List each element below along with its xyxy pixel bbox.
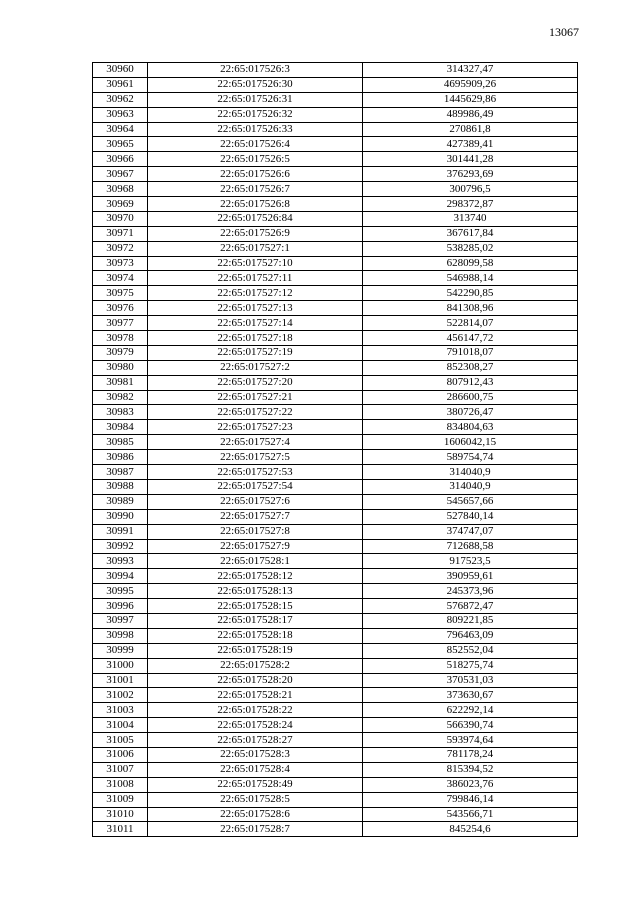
table-row [93, 584, 578, 599]
table-row [93, 465, 578, 480]
cadastral-number-cell: 22:65:017526:33 [148, 122, 363, 137]
cadastral-value-cell: 791018,07 [363, 345, 578, 360]
table-row [93, 107, 578, 122]
cadastral-value-cell: 300796,5 [363, 182, 578, 197]
row-number-cell: 30960 [93, 63, 148, 78]
cadastral-value-cell: 245373,96 [363, 584, 578, 599]
cadastral-number-cell: 22:65:017528:3 [148, 747, 363, 762]
table-row [93, 479, 578, 494]
cadastral-value-cell: 796463,09 [363, 628, 578, 643]
cadastral-number-cell: 22:65:017527:53 [148, 465, 363, 480]
cadastral-value-cell: 314040,9 [363, 465, 578, 480]
cadastral-number-cell: 22:65:017527:10 [148, 256, 363, 271]
row-number-cell: 30974 [93, 271, 148, 286]
cadastral-value-cell: 314040,9 [363, 479, 578, 494]
cadastral-number-cell: 22:65:017527:22 [148, 405, 363, 420]
table-row [93, 92, 578, 107]
cadastral-value-cell: 376293,69 [363, 167, 578, 182]
cadastral-number-cell: 22:65:017526:32 [148, 107, 363, 122]
cadastral-value-cell: 314327,47 [363, 63, 578, 78]
cadastral-value-cell: 390959,61 [363, 569, 578, 584]
table-row [93, 822, 578, 837]
row-number-cell: 30967 [93, 167, 148, 182]
cadastral-number-cell: 22:65:017527:14 [148, 316, 363, 331]
cadastral-value-cell: 593974,64 [363, 733, 578, 748]
table-row [93, 628, 578, 643]
row-number-cell: 30975 [93, 286, 148, 301]
cadastral-number-cell: 22:65:017527:9 [148, 539, 363, 554]
cadastral-number-cell: 22:65:017527:18 [148, 331, 363, 346]
table-row [93, 345, 578, 360]
cadastral-value-cell: 852552,04 [363, 643, 578, 658]
cadastral-number-cell: 22:65:017527:5 [148, 450, 363, 465]
row-number-cell: 30973 [93, 256, 148, 271]
cadastral-value-cell: 298372,87 [363, 197, 578, 212]
row-number-cell: 30965 [93, 137, 148, 152]
table-row [93, 390, 578, 405]
cadastral-value-cell: 522814,07 [363, 316, 578, 331]
cadastral-number-cell: 22:65:017528:22 [148, 703, 363, 718]
row-number-cell: 31007 [93, 762, 148, 777]
cadastral-number-cell: 22:65:017527:2 [148, 360, 363, 375]
row-number-cell: 30988 [93, 479, 148, 494]
cadastral-value-cell: 373630,67 [363, 688, 578, 703]
cadastral-value-cell: 367617,84 [363, 226, 578, 241]
cadastral-value-table [92, 62, 578, 837]
cadastral-value-cell: 518275,74 [363, 658, 578, 673]
cadastral-number-cell: 22:65:017527:23 [148, 420, 363, 435]
cadastral-value-cell: 845254,6 [363, 822, 578, 837]
cadastral-number-cell: 22:65:017528:18 [148, 628, 363, 643]
cadastral-number-cell: 22:65:017526:3 [148, 63, 363, 78]
table-row [93, 494, 578, 509]
table-row [93, 733, 578, 748]
table-row [93, 301, 578, 316]
table-row [93, 554, 578, 569]
table-row [93, 613, 578, 628]
row-number-cell: 30997 [93, 613, 148, 628]
cadastral-number-cell: 22:65:017527:21 [148, 390, 363, 405]
row-number-cell: 30963 [93, 107, 148, 122]
table-row [93, 762, 578, 777]
table-row [93, 152, 578, 167]
table-row [93, 539, 578, 554]
cadastral-number-cell: 22:65:017527:4 [148, 435, 363, 450]
cadastral-number-cell: 22:65:017528:4 [148, 762, 363, 777]
cadastral-number-cell: 22:65:017526:31 [148, 92, 363, 107]
cadastral-number-cell: 22:65:017527:13 [148, 301, 363, 316]
table-row [93, 658, 578, 673]
row-number-cell: 30982 [93, 390, 148, 405]
cadastral-number-cell: 22:65:017526:30 [148, 77, 363, 92]
row-number-cell: 31008 [93, 777, 148, 792]
cadastral-number-cell: 22:65:017526:84 [148, 211, 363, 226]
row-number-cell: 30995 [93, 584, 148, 599]
row-number-cell: 31001 [93, 673, 148, 688]
row-number-cell: 31002 [93, 688, 148, 703]
row-number-cell: 30962 [93, 92, 148, 107]
cadastral-value-cell: 427389,41 [363, 137, 578, 152]
cadastral-number-cell: 22:65:017527:20 [148, 375, 363, 390]
row-number-cell: 30976 [93, 301, 148, 316]
cadastral-number-cell: 22:65:017527:54 [148, 479, 363, 494]
row-number-cell: 30969 [93, 197, 148, 212]
cadastral-number-cell: 22:65:017528:7 [148, 822, 363, 837]
row-number-cell: 30966 [93, 152, 148, 167]
table-row [93, 375, 578, 390]
row-number-cell: 30993 [93, 554, 148, 569]
cadastral-value-cell: 576872,47 [363, 599, 578, 614]
cadastral-number-cell: 22:65:017526:8 [148, 197, 363, 212]
row-number-cell: 31005 [93, 733, 148, 748]
table-row [93, 241, 578, 256]
cadastral-value-cell: 4695909,26 [363, 77, 578, 92]
table-row [93, 599, 578, 614]
table-row [93, 509, 578, 524]
cadastral-value-cell: 566390,74 [363, 718, 578, 733]
table-row [93, 435, 578, 450]
cadastral-number-cell: 22:65:017527:19 [148, 345, 363, 360]
table-row [93, 524, 578, 539]
cadastral-value-cell: 374747,07 [363, 524, 578, 539]
row-number-cell: 30989 [93, 494, 148, 509]
cadastral-value-cell: 545657,66 [363, 494, 578, 509]
row-number-cell: 30983 [93, 405, 148, 420]
table-row [93, 643, 578, 658]
page-number: 13067 [549, 25, 579, 39]
table-row [93, 122, 578, 137]
row-number-cell: 30994 [93, 569, 148, 584]
cadastral-number-cell: 22:65:017528:6 [148, 807, 363, 822]
row-number-cell: 31011 [93, 822, 148, 837]
row-number-cell: 30979 [93, 345, 148, 360]
cadastral-number-cell: 22:65:017528:1 [148, 554, 363, 569]
row-number-cell: 30985 [93, 435, 148, 450]
cadastral-value-cell: 852308,27 [363, 360, 578, 375]
table-row [93, 197, 578, 212]
cadastral-value-cell: 313740 [363, 211, 578, 226]
cadastral-number-cell: 22:65:017526:6 [148, 167, 363, 182]
cadastral-number-cell: 22:65:017526:7 [148, 182, 363, 197]
row-number-cell: 30999 [93, 643, 148, 658]
cadastral-number-cell: 22:65:017527:11 [148, 271, 363, 286]
table-row [93, 703, 578, 718]
row-number-cell: 30987 [93, 465, 148, 480]
row-number-cell: 30990 [93, 509, 148, 524]
table-row [93, 167, 578, 182]
row-number-cell: 30998 [93, 628, 148, 643]
table-row [93, 718, 578, 733]
cadastral-value-cell: 370531,03 [363, 673, 578, 688]
table-row [93, 271, 578, 286]
cadastral-number-cell: 22:65:017527:8 [148, 524, 363, 539]
row-number-cell: 30970 [93, 211, 148, 226]
table-row [93, 316, 578, 331]
row-number-cell: 30984 [93, 420, 148, 435]
cadastral-value-cell: 538285,02 [363, 241, 578, 256]
table-row [93, 569, 578, 584]
row-number-cell: 30972 [93, 241, 148, 256]
cadastral-value-cell: 542290,85 [363, 286, 578, 301]
cadastral-value-cell: 546988,14 [363, 271, 578, 286]
cadastral-number-cell: 22:65:017527:1 [148, 241, 363, 256]
table-body [93, 63, 578, 837]
cadastral-number-cell: 22:65:017528:13 [148, 584, 363, 599]
row-number-cell: 31010 [93, 807, 148, 822]
row-number-cell: 30981 [93, 375, 148, 390]
cadastral-number-cell: 22:65:017528:20 [148, 673, 363, 688]
cadastral-value-cell: 489986,49 [363, 107, 578, 122]
cadastral-number-cell: 22:65:017526:9 [148, 226, 363, 241]
row-number-cell: 31000 [93, 658, 148, 673]
cadastral-number-cell: 22:65:017528:12 [148, 569, 363, 584]
row-number-cell: 31006 [93, 747, 148, 762]
cadastral-value-cell: 807912,43 [363, 375, 578, 390]
cadastral-number-cell: 22:65:017528:17 [148, 613, 363, 628]
table-row [93, 63, 578, 78]
cadastral-value-cell: 543566,71 [363, 807, 578, 822]
table-row [93, 77, 578, 92]
cadastral-value-cell: 1606042,15 [363, 435, 578, 450]
cadastral-value-cell: 380726,47 [363, 405, 578, 420]
table-row [93, 360, 578, 375]
cadastral-number-cell: 22:65:017528:19 [148, 643, 363, 658]
cadastral-number-cell: 22:65:017526:5 [148, 152, 363, 167]
row-number-cell: 30964 [93, 122, 148, 137]
row-number-cell: 30992 [93, 539, 148, 554]
table-row [93, 211, 578, 226]
row-number-cell: 30968 [93, 182, 148, 197]
cadastral-number-cell: 22:65:017527:6 [148, 494, 363, 509]
table-row [93, 777, 578, 792]
table-row [93, 673, 578, 688]
cadastral-value-cell: 1445629,86 [363, 92, 578, 107]
row-number-cell: 31003 [93, 703, 148, 718]
cadastral-number-cell: 22:65:017528:27 [148, 733, 363, 748]
row-number-cell: 30986 [93, 450, 148, 465]
cadastral-value-cell: 917523,5 [363, 554, 578, 569]
table-row [93, 256, 578, 271]
row-number-cell: 31009 [93, 792, 148, 807]
row-number-cell: 30961 [93, 77, 148, 92]
row-number-cell: 30971 [93, 226, 148, 241]
cadastral-value-cell: 781178,24 [363, 747, 578, 762]
cadastral-value-cell: 386023,76 [363, 777, 578, 792]
cadastral-value-cell: 834804,63 [363, 420, 578, 435]
cadastral-number-cell: 22:65:017528:24 [148, 718, 363, 733]
cadastral-number-cell: 22:65:017528:2 [148, 658, 363, 673]
cadastral-value-cell: 527840,14 [363, 509, 578, 524]
table-row [93, 747, 578, 762]
table-row [93, 405, 578, 420]
cadastral-number-cell: 22:65:017527:12 [148, 286, 363, 301]
cadastral-number-cell: 22:65:017528:49 [148, 777, 363, 792]
row-number-cell: 30978 [93, 331, 148, 346]
table-row [93, 286, 578, 301]
cadastral-value-cell: 270861,8 [363, 122, 578, 137]
cadastral-value-cell: 286600,75 [363, 390, 578, 405]
cadastral-number-cell: 22:65:017526:4 [148, 137, 363, 152]
cadastral-value-cell: 456147,72 [363, 331, 578, 346]
table-row [93, 137, 578, 152]
table-row [93, 420, 578, 435]
cadastral-value-cell: 622292,14 [363, 703, 578, 718]
cadastral-value-cell: 799846,14 [363, 792, 578, 807]
cadastral-value-cell: 628099,58 [363, 256, 578, 271]
table-row [93, 807, 578, 822]
cadastral-value-cell: 589754,74 [363, 450, 578, 465]
row-number-cell: 30980 [93, 360, 148, 375]
row-number-cell: 31004 [93, 718, 148, 733]
table-row [93, 331, 578, 346]
table-row [93, 182, 578, 197]
cadastral-value-cell: 301441,28 [363, 152, 578, 167]
cadastral-number-cell: 22:65:017528:15 [148, 599, 363, 614]
table-row [93, 792, 578, 807]
cadastral-number-cell: 22:65:017528:21 [148, 688, 363, 703]
row-number-cell: 30996 [93, 599, 148, 614]
row-number-cell: 30991 [93, 524, 148, 539]
cadastral-value-cell: 841308,96 [363, 301, 578, 316]
table-row [93, 226, 578, 241]
cadastral-value-cell: 712688,58 [363, 539, 578, 554]
table-row [93, 450, 578, 465]
cadastral-number-cell: 22:65:017527:7 [148, 509, 363, 524]
row-number-cell: 30977 [93, 316, 148, 331]
table-row [93, 688, 578, 703]
cadastral-number-cell: 22:65:017528:5 [148, 792, 363, 807]
cadastral-value-cell: 809221,85 [363, 613, 578, 628]
cadastral-value-cell: 815394,52 [363, 762, 578, 777]
